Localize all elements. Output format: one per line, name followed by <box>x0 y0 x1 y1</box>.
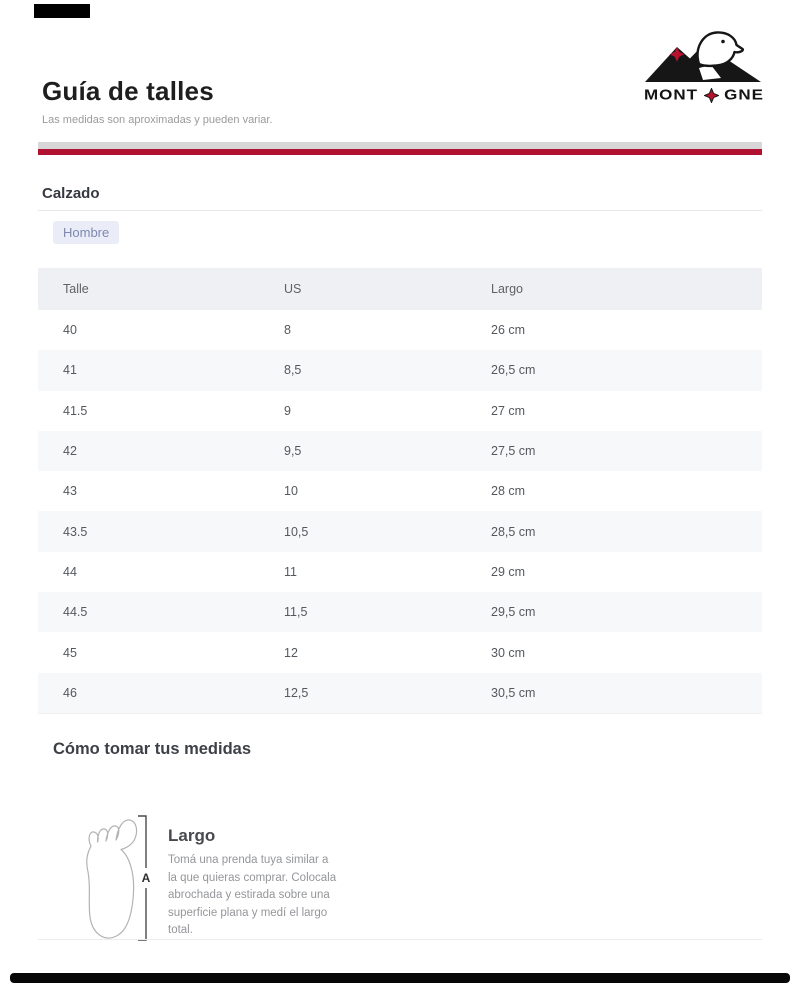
table-cell: 28 cm <box>491 484 526 499</box>
brand-star-icon <box>704 88 719 103</box>
table-row <box>38 511 762 551</box>
table-cell: 11,5 <box>284 605 308 620</box>
column-header: Talle <box>38 268 283 310</box>
column-header: US <box>283 268 490 310</box>
table-row <box>38 310 762 350</box>
table-cell: 43 <box>63 484 77 499</box>
table-row <box>38 673 762 714</box>
table-cell: 10 <box>284 484 298 499</box>
table-row <box>38 592 762 632</box>
table-row <box>38 350 762 390</box>
table-cell: 12 <box>284 645 298 660</box>
table-cell: 41 <box>63 363 77 378</box>
table-cell: 42 <box>63 444 77 459</box>
table-cell: 44 <box>63 564 77 579</box>
table-cell: 30 cm <box>491 645 526 660</box>
table-cell: 41.5 <box>63 403 88 418</box>
table-cell: 30,5 cm <box>490 673 762 714</box>
bottom-black-bar <box>10 973 790 983</box>
table-cell: 8,5 <box>284 363 302 378</box>
measure-label: Largo <box>168 826 216 845</box>
brand-wordmark <box>643 85 765 105</box>
table-row <box>38 391 762 431</box>
size-table-body <box>38 310 762 713</box>
header-divider-gray <box>38 142 762 149</box>
table-row <box>38 552 762 592</box>
bottom-section-divider <box>38 939 762 940</box>
table-cell: 27 cm <box>491 403 526 418</box>
foot-outline-icon <box>55 812 139 947</box>
table-cell: 29,5 cm <box>491 605 536 620</box>
brand-text-pre: MONT <box>644 86 699 103</box>
table-cell: 29 cm <box>491 564 526 579</box>
mountain-eagle-icon <box>643 28 765 84</box>
category-divider <box>38 210 762 211</box>
table-cell: 12,5 <box>283 673 490 714</box>
top-left-badge <box>34 4 90 18</box>
table-cell: 11 <box>284 564 297 579</box>
montagne-logo <box>643 28 765 105</box>
table-row <box>38 431 762 471</box>
length-bracket <box>128 814 162 949</box>
table-cell: 26,5 cm <box>491 363 536 378</box>
page-subtitle: Las medidas son aproximadas y pueden variar. <box>42 114 273 126</box>
size-table-header-row <box>38 268 762 310</box>
marker-a-label: A <box>141 871 151 885</box>
table-cell: 28,5 cm <box>491 524 536 539</box>
column-header: Largo <box>490 268 762 310</box>
table-cell: 9 <box>284 403 291 418</box>
size-table <box>38 268 762 714</box>
table-cell: 43.5 <box>63 524 88 539</box>
tab-hombre[interactable]: Hombre <box>53 221 119 244</box>
measure-description: Tomá una prenda tuya similar a la que quieras comprar. Colocala abrochada y estirada sobre una superficie plana y medí el largo total. <box>168 854 337 936</box>
table-cell: 44.5 <box>63 605 88 620</box>
table-cell: 45 <box>63 645 77 660</box>
category-title: Calzado <box>42 185 100 202</box>
brand-text-post: GNE <box>724 86 764 103</box>
howto-heading: Cómo tomar tus medidas <box>53 740 252 758</box>
header-divider-red <box>38 149 762 155</box>
table-cell: 8 <box>284 323 291 338</box>
table-cell: 40 <box>63 323 77 338</box>
table-cell: 27,5 cm <box>491 444 536 459</box>
table-cell: 46 <box>38 673 283 714</box>
table-cell: 10,5 <box>284 524 309 539</box>
table-cell: 9,5 <box>284 444 302 459</box>
page-title: Guía de talles <box>42 76 214 106</box>
table-cell: 26 cm <box>491 323 526 338</box>
table-row <box>38 632 762 672</box>
table-row <box>38 471 762 511</box>
